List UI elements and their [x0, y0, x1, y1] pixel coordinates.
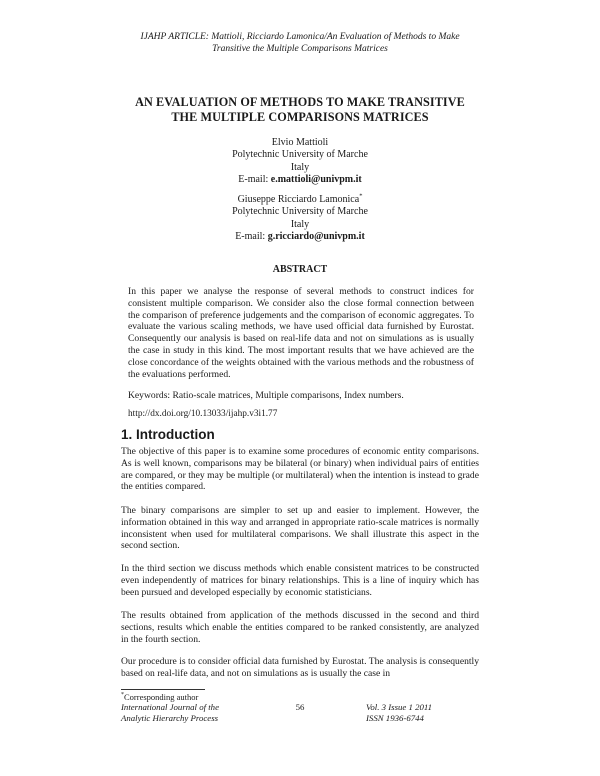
author-block-2 [150, 194, 450, 244]
keywords: Keywords: Ratio-scale matrices, Multiple comparisons, Index numbers. [128, 390, 404, 401]
footnote [121, 690, 198, 702]
section-heading-introduction: 1. Introduction [121, 427, 215, 442]
footer-journal-line-1: International Journal of the [121, 702, 219, 712]
page-number: 56 [295, 702, 305, 712]
intro-paragraph-1: The objective of this paper is to examine some procedures of economic entity comparisons. As is well known, comparisons may be bilateral (or binary) when individual pairs of entities are compared, or they may be multiple (or multilateral) when the intention is instead to grade the entities compared. [121, 446, 479, 493]
footnote-text: Corresponding author [124, 691, 199, 702]
author-block-1 [150, 137, 450, 187]
author-email[interactable]: g.ricciardo@univpm.it [267, 231, 365, 243]
intro-paragraph-5: Our procedure is to consider official data furnished by Eurostat. The analysis is consequently based on real-life data, and not on simulations as is usually the case in [121, 656, 479, 679]
footer-issn: ISSN 1936-6744 [366, 712, 424, 723]
footer-journal-line-2: Analytic Hierarchy Process [121, 712, 219, 723]
corresponding-author-mark: * [359, 192, 363, 200]
running-head [100, 31, 500, 55]
abstract-heading: ABSTRACT [272, 264, 328, 275]
author-name: Giuseppe Ricciardo Lamonica [237, 194, 360, 205]
author-email[interactable]: e.mattioli@univpm.it [270, 174, 362, 186]
intro-paragraph-3: In the third section we discuss methods which enable consistent matrices to be constructed even independently of matrices for binary relationships. This is a line of inquiry which has been pursued and developed especially by economic statisticians. [121, 563, 479, 598]
abstract-text: In this paper we analyse the response of several methods to construct indices for consistent multiple comparison. We consider also the close formal connection between the comparison of preference judgements and the comparison of economic aggregates. To evaluate the various scaling methods, we have used official data furnished by Eurostat. Consequently our analysis is based on real-life data and not on simulations as is usually the case in study in this kind. The most important results that we have achieved are the close concordance of the weights obtained with the various methods and the robustness of the evaluations performed. [128, 286, 474, 380]
intro-paragraph-2: The binary comparisons are simpler to set up and easier to implement. However, the information obtained in this way and arranged in appropriate ratio-scale matrices is normally inconsistent when used for multilateral comparisons. We shall illustrate this aspect in the second section. [121, 505, 479, 552]
author-affiliation: Polytechnic University of Marche [232, 149, 368, 161]
footer-issue [366, 702, 432, 723]
title-line-2: THE MULTIPLE COMPARISONS MATRICES [171, 110, 429, 124]
author-email-line [150, 231, 450, 243]
running-head-line-1: IJAHP ARTICLE: Mattioli, Ricciardo Lamonica/An Evaluation of Methods to Make [140, 32, 460, 42]
footer-volume: Vol. 3 Issue 1 2011 [366, 702, 433, 712]
footer-journal [121, 702, 219, 723]
email-label: E-mail: [238, 174, 271, 186]
paper-title [80, 95, 520, 125]
title-line-1: AN EVALUATION OF METHODS TO MAKE TRANSITIVE [135, 95, 465, 109]
author-name: Elvio Mattioli [271, 137, 329, 148]
doi-link[interactable]: http://dx.doi.org/10.13033/ijahp.v3i1.77 [128, 409, 278, 419]
running-head-line-2: Transitive the Multiple Comparisons Matrices [212, 44, 388, 54]
author-affiliation: Polytechnic University of Marche [232, 206, 368, 218]
author-country: Italy [290, 218, 310, 230]
footnote-mark: * [121, 692, 124, 698]
email-label: E-mail: [235, 231, 268, 243]
author-country: Italy [290, 161, 310, 173]
author-email-line [150, 174, 450, 186]
author-name-line [150, 194, 450, 206]
intro-paragraph-4: The results obtained from application of the methods discussed in the second and third sections, results which enable the entities compared to be ranked consistently, are analyzed in the fourth section. [121, 610, 479, 645]
